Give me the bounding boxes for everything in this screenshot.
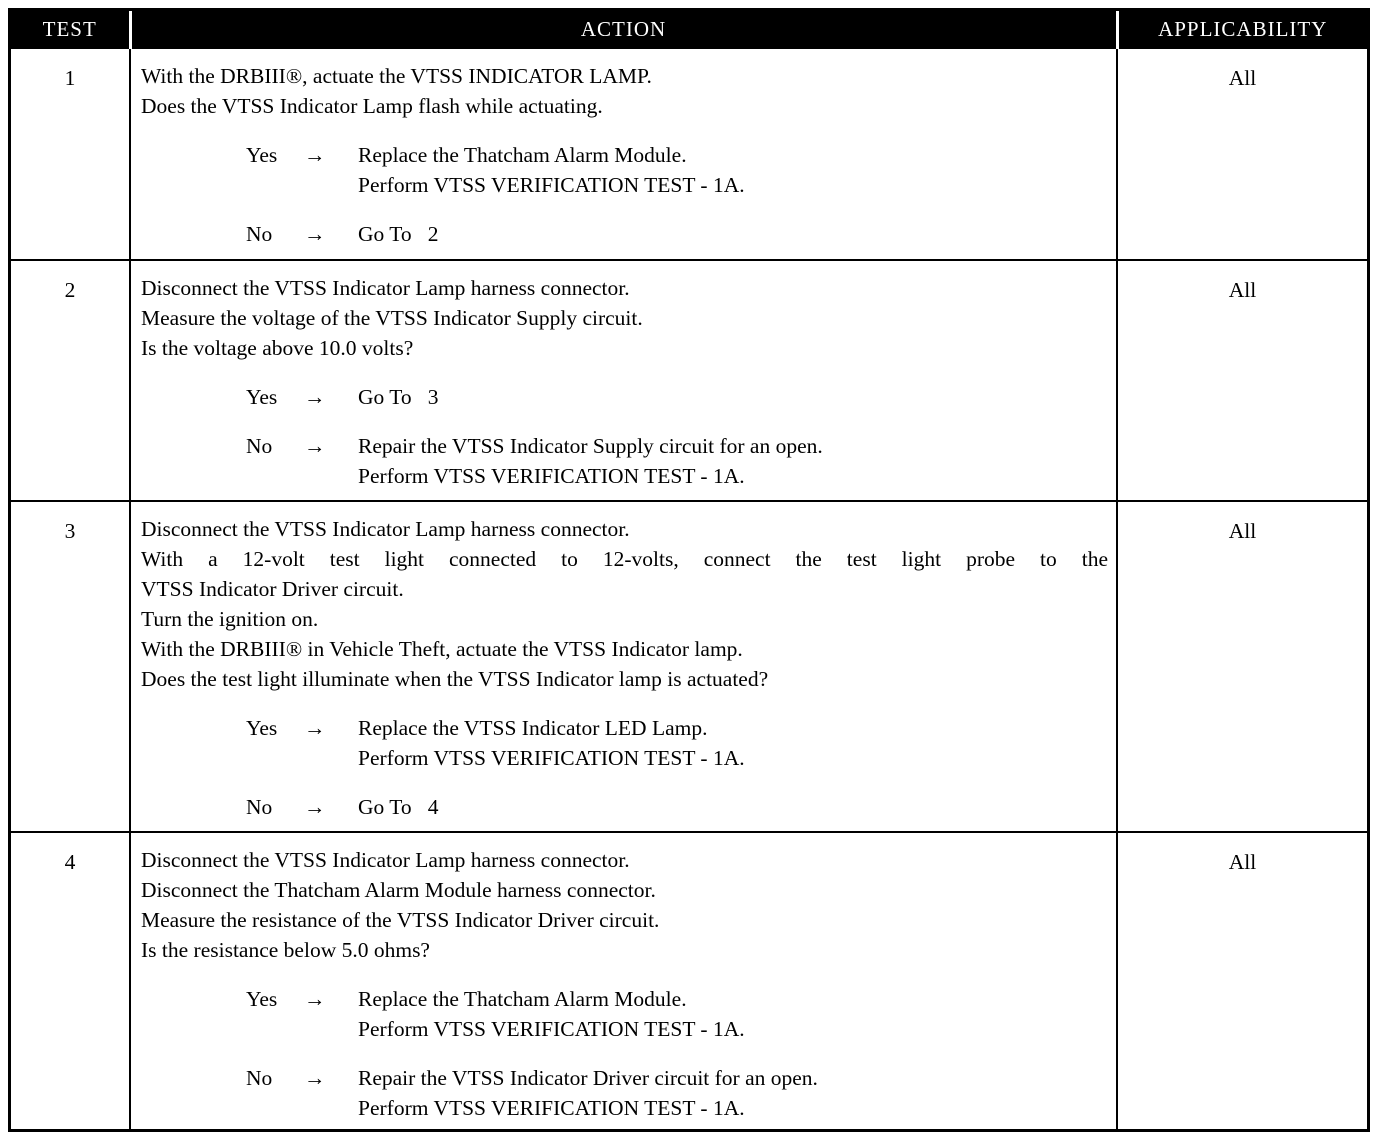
table-row [11, 501, 1367, 832]
result-line: Perform VTSS VERIFICATION TEST - 1A. [358, 746, 745, 770]
result-line: Go To 4 [358, 795, 439, 819]
result-line: Perform VTSS VERIFICATION TEST - 1A. [358, 1096, 745, 1120]
right-arrow-icon: → [304, 795, 326, 819]
action-cell [130, 260, 1117, 501]
result-line: Go To 2 [358, 222, 439, 246]
test-number: 4 [11, 832, 130, 1132]
result-line: Go To 3 [358, 385, 439, 409]
action-line: Is the voltage above 10.0 volts? [141, 336, 414, 360]
action-line: With the DRBIII®, actuate the VTSS INDICATOR LAMP. [141, 64, 652, 88]
action-line: Measure the resistance of the VTSS Indicator Driver circuit. [141, 908, 660, 932]
test-number: 2 [11, 260, 130, 501]
yes-branch [246, 140, 1108, 200]
right-arrow-icon: → [304, 987, 326, 1011]
yes-label: Yes [246, 716, 278, 740]
yes-label: Yes [246, 385, 278, 409]
table-header-row [11, 11, 1367, 48]
test-number: 3 [11, 501, 130, 832]
result-line: Replace the VTSS Indicator LED Lamp. [358, 716, 708, 740]
no-result [358, 219, 1108, 249]
applicability-cell: All [1117, 48, 1367, 260]
yes-branch [246, 984, 1108, 1044]
no-branch [246, 431, 1108, 491]
right-arrow-icon: → [304, 1066, 326, 1090]
action-cell [130, 832, 1117, 1132]
right-arrow-icon: → [304, 716, 326, 740]
no-branch [246, 1063, 1108, 1123]
right-arrow-icon: → [304, 143, 326, 167]
result-line: Repair the VTSS Indicator Supply circuit for an open. [358, 434, 823, 458]
result-line: Repair the VTSS Indicator Driver circuit for an open. [358, 1066, 818, 1090]
right-arrow-icon: → [304, 385, 326, 409]
no-label: No [246, 795, 273, 819]
result-line: Replace the Thatcham Alarm Module. [358, 987, 687, 1011]
no-result [358, 431, 1108, 491]
no-branch [246, 219, 1108, 249]
no-label: No [246, 434, 273, 458]
action-line: Is the resistance below 5.0 ohms? [141, 938, 430, 962]
table-row [11, 48, 1367, 260]
yes-result [358, 140, 1108, 200]
no-label: No [246, 222, 273, 246]
test-number: 1 [11, 48, 130, 260]
yes-result [358, 382, 1108, 412]
no-result [358, 792, 1108, 822]
action-line: Does the VTSS Indicator Lamp flash while actuating. [141, 94, 603, 118]
action-line: Turn the ignition on. [141, 607, 319, 631]
header-applicability: APPLICABILITY [1117, 11, 1367, 48]
applicability-cell: All [1117, 260, 1367, 501]
action-line: Does the test light illuminate when the VTSS Indicator lamp is actuated? [141, 667, 769, 691]
applicability-cell: All [1117, 832, 1367, 1132]
table-row [11, 260, 1367, 501]
action-cell [130, 48, 1117, 260]
yes-result [358, 713, 1108, 773]
action-line: With the DRBIII® in Vehicle Theft, actuate the VTSS Indicator lamp. [141, 637, 743, 661]
action-line: Disconnect the VTSS Indicator Lamp harness connector. [141, 517, 630, 541]
result-line: Replace the Thatcham Alarm Module. [358, 143, 687, 167]
header-action: ACTION [130, 11, 1117, 48]
action-line: Disconnect the VTSS Indicator Lamp harness connector. [141, 276, 630, 300]
no-result [358, 1063, 1108, 1123]
action-line: Disconnect the Thatcham Alarm Module harness connector. [141, 878, 656, 902]
action-line: Measure the voltage of the VTSS Indicator Supply circuit. [141, 306, 643, 330]
no-branch [246, 792, 1108, 822]
result-line: Perform VTSS VERIFICATION TEST - 1A. [358, 1017, 745, 1041]
yes-label: Yes [246, 143, 278, 167]
action-line: Disconnect the VTSS Indicator Lamp harness connector. [141, 848, 630, 872]
result-line: Perform VTSS VERIFICATION TEST - 1A. [358, 464, 745, 488]
result-line: Perform VTSS VERIFICATION TEST - 1A. [358, 173, 745, 197]
test-table [11, 11, 1367, 1132]
header-test: TEST [11, 11, 130, 48]
yes-label: Yes [246, 987, 278, 1011]
right-arrow-icon: → [304, 434, 326, 458]
right-arrow-icon: → [304, 222, 326, 246]
applicability-cell: All [1117, 501, 1367, 832]
table-row [11, 832, 1367, 1132]
yes-branch [246, 382, 1108, 412]
action-line: With a 12-volt test light connected to 12-volts, connect the test light probe to the [141, 547, 1108, 571]
diagnostic-test-table [8, 8, 1370, 1132]
yes-result [358, 984, 1108, 1044]
action-line: VTSS Indicator Driver circuit. [141, 577, 404, 601]
no-label: No [246, 1066, 273, 1090]
action-cell [130, 501, 1117, 832]
yes-branch [246, 713, 1108, 773]
